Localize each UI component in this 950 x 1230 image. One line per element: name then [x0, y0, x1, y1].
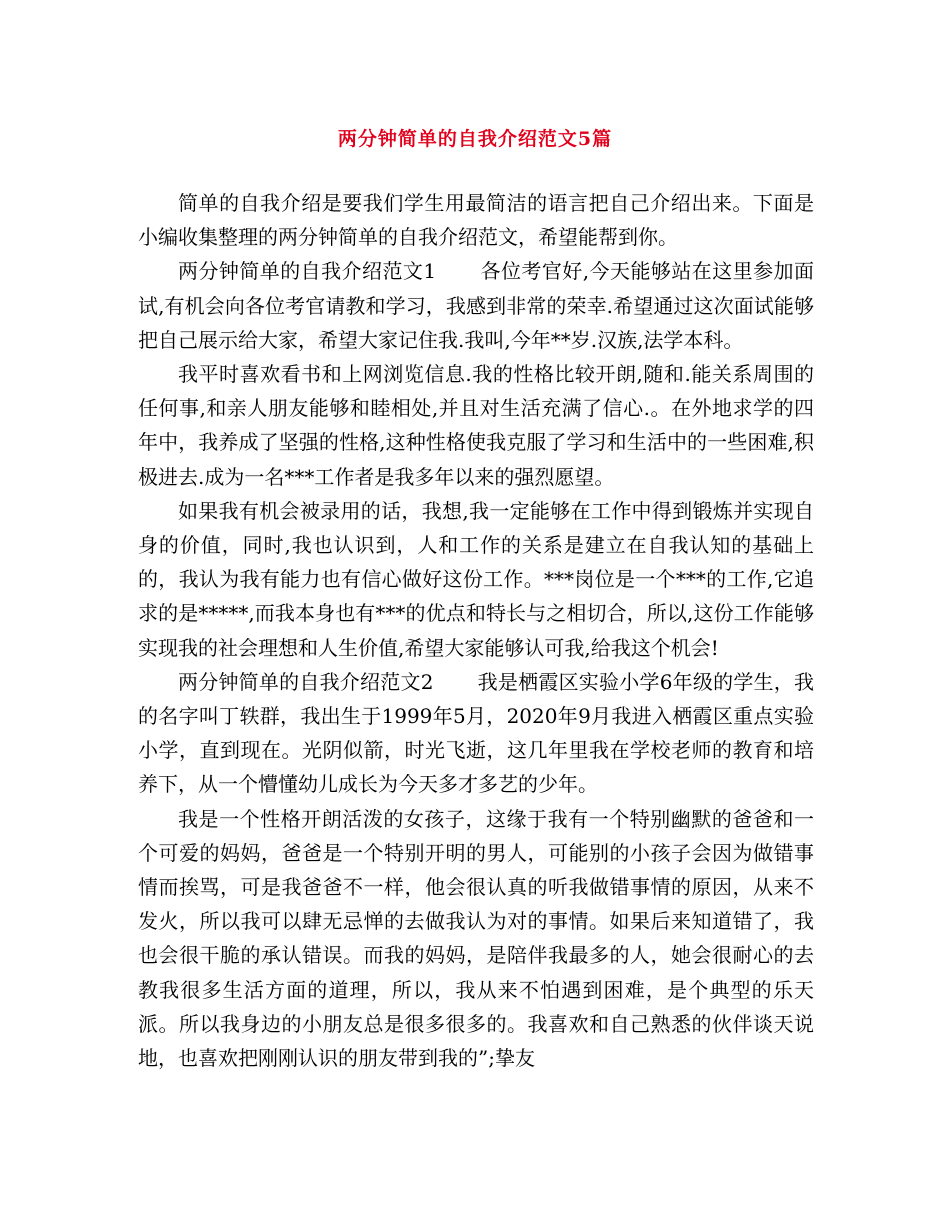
sample-heading-1: 两分钟简单的自我介绍范文1: [178, 259, 437, 284]
paragraph-text: 我是一个性格开朗活泼的女孩子，这缘于我有一个特别幽默的爸爸和一个可爱的妈妈，爸爸是一个特别开明的男人，可能别的小孩子会因为做错事情而挨骂，可是我爸爸不一样，他会很认真的听我做错事情的原因，从来不发火，所以我可以肆无忌惮的去做我认为对的事情。如果后来知道错了，我也会很干脆的承认错误。而我的妈妈，是陪伴我最多的人，她会很耐心的去教我很多生活方面的道理，所以，我从来不怕遇到困难，是个典型的乐天派。所以我身边的小朋友总是很多很多的。我喜欢和自己熟悉的伙伴谈天说地，也喜欢把刚刚认识的朋友带到我的”;挚友: [138, 806, 814, 1071]
paragraph-sample-2: [138, 665, 814, 802]
paragraph-text: 我平时喜欢看书和上网浏览信息.我的性格比较开朗,随和.能关系周围的任何事,和亲人朋友能够和睦相处,并且对生活充满了信心.。在外地求学的四年中，我养成了坚强的性格,这种性格使我克服了学习和生活中的一些困难,积极进去.成为一名***工作者是我多年以来的强烈愿望。: [138, 362, 814, 489]
document-title: 两分钟简单的自我介绍范文5篇: [337, 128, 613, 150]
paragraph-text: 各位考官好,今天能够站在这里参加面试,有机会向各位考官请教和学习，我感到非常的荣幸.希望通过这次面试能够把自己展示给大家，希望大家记住我.我叫,今年**岁.汉族,法学本科。: [138, 259, 815, 352]
paragraph-text: 如果我有机会被录用的话，我想,我一定能够在工作中得到锻炼并实现自身的价值，同时,我也认识到，人和工作的关系是建立在自我认知的基础上的，我认为我有能力也有信心做好这份工作。***岗位是一个***的工作,它追求的是*****,而我本身也有***的优点和特长与之相切合，所以,这份工作能够实现我的社会理想和人生价值,希望大家能够认可我,给我这个机会!: [138, 498, 814, 660]
sample-heading-2: 两分钟简单的自我介绍范文2: [178, 669, 434, 694]
paragraph-text: 简单的自我介绍是要我们学生用最简洁的语言把自己介绍出来。下面是小编收集整理的两分钟简单的自我介绍范文，希望能帮到你。: [138, 191, 814, 250]
document-body: [138, 186, 814, 1075]
paragraph-sample-1: [138, 254, 814, 357]
paragraph-text: 我是栖霞区实验小学6年级的学生，我的名字叫丁轶群，我出生于1999年5月，2020年9月我进入栖霞区重点实验小学，直到现在。光阴似箭，时光飞逝，这几年里我在学校老师的教育和培养下，从一个懵懂幼儿成长为今天多才多艺的少年。: [138, 669, 814, 797]
paragraph-intro: [138, 186, 814, 254]
paragraph-hobbies: [138, 357, 814, 494]
paragraph-career: [138, 494, 814, 665]
paragraph-personality: [138, 802, 814, 1076]
